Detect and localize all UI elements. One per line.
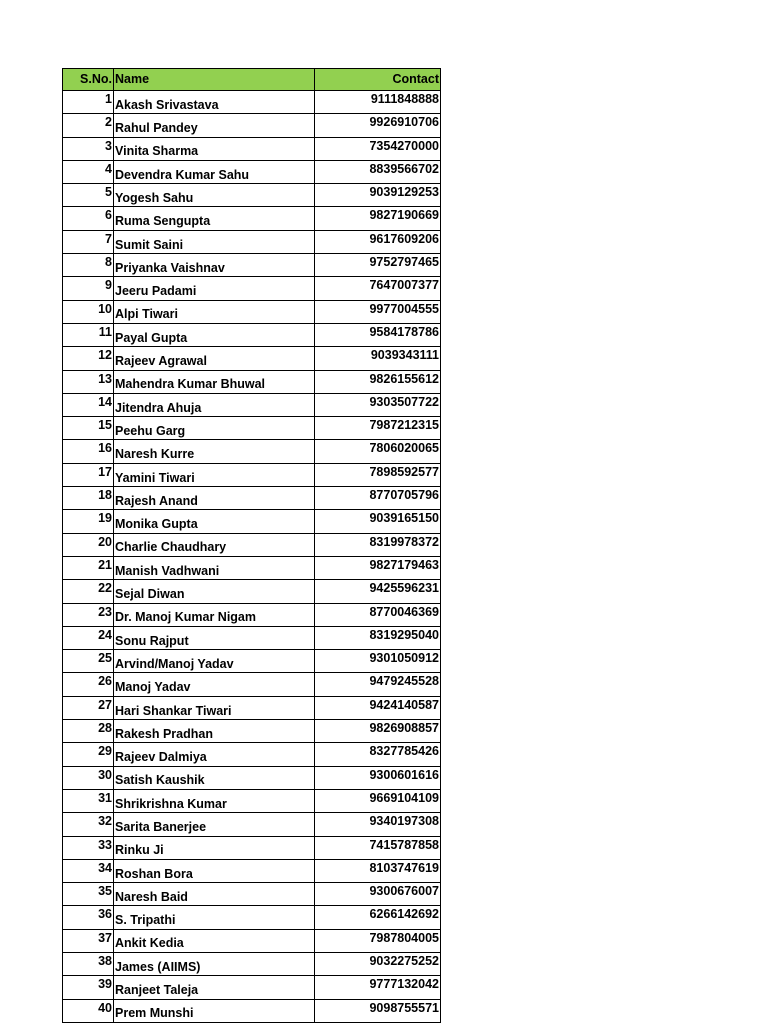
row-sno-cell: 39 (63, 976, 114, 999)
row-sno-cell: 6 (63, 207, 114, 230)
row-contact-cell: 7647007377 (315, 277, 441, 300)
row-name-cell: Yogesh Sahu (114, 184, 315, 207)
row-contact-cell: 8103747619 (315, 859, 441, 882)
row-name-cell: Ranjeet Taleja (114, 976, 315, 999)
row-sno-cell: 37 (63, 929, 114, 952)
table-row (63, 859, 441, 882)
table-row (63, 184, 441, 207)
row-name-cell: Ruma Sengupta (114, 207, 315, 230)
row-name-cell: Roshan Bora (114, 859, 315, 882)
table-row (63, 999, 441, 1022)
table-row (63, 836, 441, 859)
row-sno-cell: 19 (63, 510, 114, 533)
row-contact-cell: 7354270000 (315, 137, 441, 160)
table-row (63, 323, 441, 346)
row-sno-cell: 5 (63, 184, 114, 207)
table-row (63, 720, 441, 743)
table-row (63, 347, 441, 370)
row-contact-cell: 9826908857 (315, 720, 441, 743)
row-sno-cell: 20 (63, 533, 114, 556)
row-contact-cell: 9032275252 (315, 952, 441, 975)
row-name-cell: Rajeev Agrawal (114, 347, 315, 370)
row-sno-cell: 26 (63, 673, 114, 696)
table-row (63, 789, 441, 812)
row-contact-cell: 9300601616 (315, 766, 441, 789)
row-sno-cell: 24 (63, 626, 114, 649)
row-name-cell: Priyanka Vaishnav (114, 254, 315, 277)
table-row (63, 929, 441, 952)
table-row (63, 370, 441, 393)
row-name-cell: Jeeru Padami (114, 277, 315, 300)
row-name-cell: Rajesh Anand (114, 487, 315, 510)
row-name-cell: Manoj Yadav (114, 673, 315, 696)
row-name-cell: Manish Vadhwani (114, 556, 315, 579)
table-row (63, 556, 441, 579)
row-name-cell: Hari Shankar Tiwari (114, 696, 315, 719)
row-contact-cell: 9777132042 (315, 976, 441, 999)
table-row (63, 207, 441, 230)
row-name-cell: Jitendra Ahuja (114, 393, 315, 416)
row-sno-cell: 10 (63, 300, 114, 323)
row-contact-cell: 9039343111 (315, 347, 441, 370)
row-name-cell: Peehu Garg (114, 417, 315, 440)
row-name-cell: Rakesh Pradhan (114, 720, 315, 743)
row-name-cell: Charlie Chaudhary (114, 533, 315, 556)
table-row (63, 91, 441, 114)
row-contact-cell: 9303507722 (315, 393, 441, 416)
row-name-cell: S. Tripathi (114, 906, 315, 929)
row-sno-cell: 40 (63, 999, 114, 1022)
table-row (63, 883, 441, 906)
row-sno-cell: 15 (63, 417, 114, 440)
table-row (63, 976, 441, 999)
table-row (63, 114, 441, 137)
row-contact-cell: 9584178786 (315, 323, 441, 346)
row-sno-cell: 17 (63, 463, 114, 486)
row-contact-cell: 9111848888 (315, 91, 441, 114)
row-name-cell: Naresh Baid (114, 883, 315, 906)
table-row (63, 650, 441, 673)
row-name-cell: Alpi Tiwari (114, 300, 315, 323)
row-sno-cell: 28 (63, 720, 114, 743)
row-sno-cell: 30 (63, 766, 114, 789)
row-contact-cell: 7415787858 (315, 836, 441, 859)
table-row (63, 440, 441, 463)
row-sno-cell: 11 (63, 323, 114, 346)
row-contact-cell: 8770046369 (315, 603, 441, 626)
row-name-cell: Sarita Banerjee (114, 813, 315, 836)
table-row (63, 230, 441, 253)
table-row (63, 580, 441, 603)
row-contact-cell: 7987212315 (315, 417, 441, 440)
row-sno-cell: 35 (63, 883, 114, 906)
table-row (63, 160, 441, 183)
row-contact-cell: 9300676007 (315, 883, 441, 906)
row-contact-cell: 7806020065 (315, 440, 441, 463)
row-name-cell: Mahendra Kumar Bhuwal (114, 370, 315, 393)
table-row (63, 417, 441, 440)
header-name: Name (114, 69, 315, 91)
table-row (63, 743, 441, 766)
row-name-cell: Naresh Kurre (114, 440, 315, 463)
row-sno-cell: 27 (63, 696, 114, 719)
row-sno-cell: 7 (63, 230, 114, 253)
row-contact-cell: 9826155612 (315, 370, 441, 393)
row-sno-cell: 16 (63, 440, 114, 463)
row-sno-cell: 29 (63, 743, 114, 766)
table-row (63, 952, 441, 975)
table-row (63, 277, 441, 300)
row-contact-cell: 8770705796 (315, 487, 441, 510)
row-contact-cell: 9617609206 (315, 230, 441, 253)
row-contact-cell: 8327785426 (315, 743, 441, 766)
row-contact-cell: 9479245528 (315, 673, 441, 696)
row-sno-cell: 33 (63, 836, 114, 859)
row-name-cell: Shrikrishna Kumar (114, 789, 315, 812)
row-sno-cell: 21 (63, 556, 114, 579)
table-row (63, 766, 441, 789)
table-row (63, 300, 441, 323)
row-sno-cell: 34 (63, 859, 114, 882)
contact-table (62, 68, 441, 1023)
table-row (63, 673, 441, 696)
row-sno-cell: 23 (63, 603, 114, 626)
table-row (63, 254, 441, 277)
header-contact: Contact (315, 69, 441, 91)
row-contact-cell: 8839566702 (315, 160, 441, 183)
table-row (63, 533, 441, 556)
row-name-cell: Rinku Ji (114, 836, 315, 859)
header-row (63, 69, 441, 91)
row-contact-cell: 9340197308 (315, 813, 441, 836)
row-contact-cell: 8319295040 (315, 626, 441, 649)
row-name-cell: Rajeev Dalmiya (114, 743, 315, 766)
row-name-cell: Ankit Kedia (114, 929, 315, 952)
table-row (63, 393, 441, 416)
row-name-cell: Arvind/Manoj Yadav (114, 650, 315, 673)
row-contact-cell: 6266142692 (315, 906, 441, 929)
table-row (63, 463, 441, 486)
row-name-cell: Dr. Manoj Kumar Nigam (114, 603, 315, 626)
row-contact-cell: 9039165150 (315, 510, 441, 533)
row-name-cell: Vinita Sharma (114, 137, 315, 160)
row-name-cell: Sumit Saini (114, 230, 315, 253)
table-row (63, 510, 441, 533)
row-contact-cell: 9827179463 (315, 556, 441, 579)
table-row (63, 487, 441, 510)
table-row (63, 813, 441, 836)
row-name-cell: Prem Munshi (114, 999, 315, 1022)
table-row (63, 603, 441, 626)
row-contact-cell: 9425596231 (315, 580, 441, 603)
row-sno-cell: 25 (63, 650, 114, 673)
row-sno-cell: 31 (63, 789, 114, 812)
row-sno-cell: 18 (63, 487, 114, 510)
row-name-cell: Rahul Pandey (114, 114, 315, 137)
row-name-cell: Yamini Tiwari (114, 463, 315, 486)
row-contact-cell: 9098755571 (315, 999, 441, 1022)
row-contact-cell: 9039129253 (315, 184, 441, 207)
row-name-cell: Akash Srivastava (114, 91, 315, 114)
row-contact-cell: 9827190669 (315, 207, 441, 230)
row-sno-cell: 3 (63, 137, 114, 160)
row-name-cell: Satish Kaushik (114, 766, 315, 789)
row-sno-cell: 14 (63, 393, 114, 416)
row-name-cell: Sejal Diwan (114, 580, 315, 603)
row-contact-cell: 9424140587 (315, 696, 441, 719)
row-sno-cell: 22 (63, 580, 114, 603)
row-contact-cell: 9926910706 (315, 114, 441, 137)
row-name-cell: Sonu Rajput (114, 626, 315, 649)
table-row (63, 137, 441, 160)
row-contact-cell: 8319978372 (315, 533, 441, 556)
row-contact-cell: 9669104109 (315, 789, 441, 812)
row-name-cell: James (AIIMS) (114, 952, 315, 975)
row-sno-cell: 38 (63, 952, 114, 975)
row-contact-cell: 9752797465 (315, 254, 441, 277)
row-contact-cell: 7898592577 (315, 463, 441, 486)
row-sno-cell: 8 (63, 254, 114, 277)
row-sno-cell: 32 (63, 813, 114, 836)
row-sno-cell: 36 (63, 906, 114, 929)
row-sno-cell: 12 (63, 347, 114, 370)
table-row (63, 696, 441, 719)
row-name-cell: Monika Gupta (114, 510, 315, 533)
row-sno-cell: 1 (63, 91, 114, 114)
table-header (63, 69, 441, 91)
row-sno-cell: 2 (63, 114, 114, 137)
table-body (63, 91, 441, 1023)
row-contact-cell: 7987804005 (315, 929, 441, 952)
row-contact-cell: 9301050912 (315, 650, 441, 673)
table-row (63, 626, 441, 649)
row-sno-cell: 13 (63, 370, 114, 393)
row-sno-cell: 4 (63, 160, 114, 183)
row-name-cell: Payal Gupta (114, 323, 315, 346)
row-name-cell: Devendra Kumar Sahu (114, 160, 315, 183)
table-row (63, 906, 441, 929)
header-sno: S.No. (63, 69, 114, 91)
row-sno-cell: 9 (63, 277, 114, 300)
row-contact-cell: 9977004555 (315, 300, 441, 323)
